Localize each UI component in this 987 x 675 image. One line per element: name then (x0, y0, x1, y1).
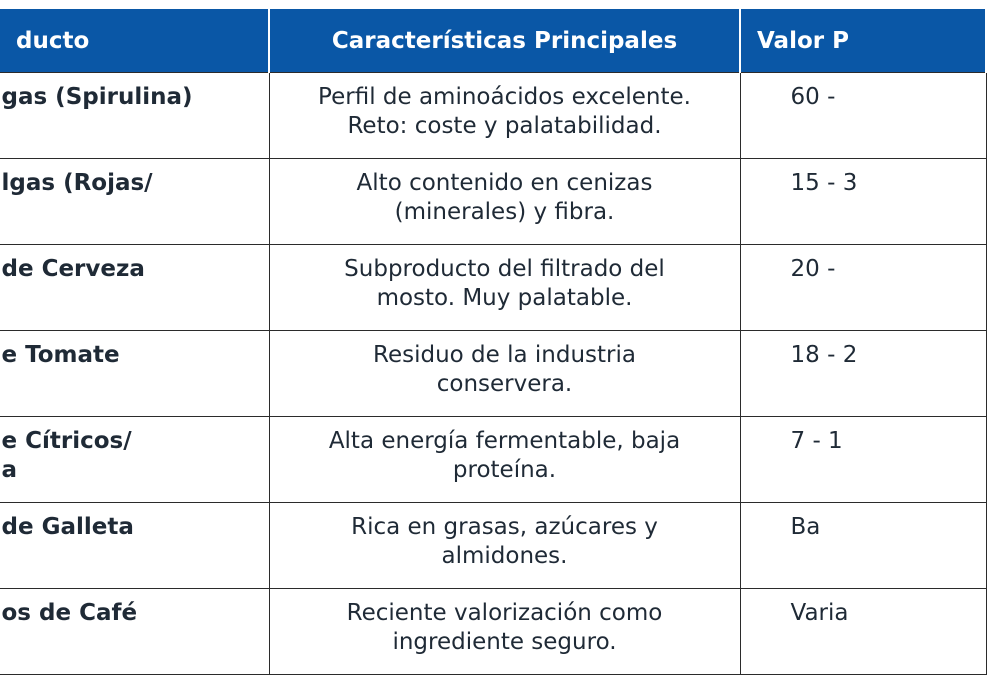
product-name-line1: os de Café (1, 600, 138, 626)
product-name-line1: e Cítricos/ (1, 428, 132, 454)
product-cell (0, 159, 269, 245)
characteristics-line2: proteína. (452, 457, 557, 483)
characteristics-line2: (minerales) y fibra. (394, 199, 615, 225)
characteristics-cell (269, 417, 740, 503)
table-body (0, 73, 986, 675)
characteristics-line1: Subproducto del filtrado del (344, 256, 665, 282)
characteristics-line1: Alto contenido en cenizas (356, 170, 653, 196)
value-cell: 7 - 1 (740, 417, 986, 503)
value-cell: Varia (740, 589, 986, 675)
characteristics-line2: conservera. (436, 371, 573, 397)
table-row (0, 73, 986, 159)
characteristics-line1: Rica en grasas, azúcares y (351, 514, 658, 540)
table-row (0, 331, 986, 417)
product-name-line1: de Galleta (1, 514, 134, 540)
value-cell: 15 - 3 (740, 159, 986, 245)
characteristics-line1: Reciente valorización como (346, 600, 663, 626)
ingredients-table (0, 9, 987, 675)
table-row (0, 589, 986, 675)
characteristics-cell (269, 331, 740, 417)
value-cell: 20 - (740, 245, 986, 331)
characteristics-line2: almidones. (441, 543, 568, 569)
header-characteristics: Características Principales (269, 10, 740, 73)
value-cell: 60 - (740, 73, 986, 159)
characteristics-cell (269, 245, 740, 331)
characteristics-line1: Perfil de aminoácidos excelente. (318, 84, 691, 110)
product-cell (0, 503, 269, 589)
product-name-line1: gas (Spirulina) (1, 84, 193, 110)
product-cell (0, 245, 269, 331)
value-cell: 18 - 2 (740, 331, 986, 417)
characteristics-line2: ingrediente seguro. (392, 629, 617, 655)
table-row (0, 503, 986, 589)
table-row (0, 417, 986, 503)
characteristics-cell (269, 159, 740, 245)
table-header (0, 10, 986, 73)
header-row (0, 10, 986, 73)
header-product (0, 10, 269, 73)
header-product-label: ducto (16, 28, 90, 54)
product-name-line2: a (1, 457, 18, 483)
product-name-line1: e Tomate (1, 342, 120, 368)
header-value: Valor P (740, 10, 986, 73)
characteristics-cell (269, 503, 740, 589)
product-name-line1: lgas (Rojas/ (1, 170, 153, 196)
product-name-line1: de Cerveza (1, 256, 145, 282)
table-row (0, 159, 986, 245)
characteristics-cell (269, 73, 740, 159)
product-cell (0, 73, 269, 159)
table-row (0, 245, 986, 331)
product-cell (0, 589, 269, 675)
characteristics-cell (269, 589, 740, 675)
characteristics-line2: Reto: coste y palatabilidad. (347, 113, 662, 139)
product-cell (0, 417, 269, 503)
characteristics-line1: Alta energía fermentable, baja (328, 428, 681, 454)
characteristics-line2: mosto. Muy palatable. (376, 285, 633, 311)
value-cell: Ba (740, 503, 986, 589)
characteristics-line1: Residuo de la industria (373, 342, 636, 368)
product-cell (0, 331, 269, 417)
